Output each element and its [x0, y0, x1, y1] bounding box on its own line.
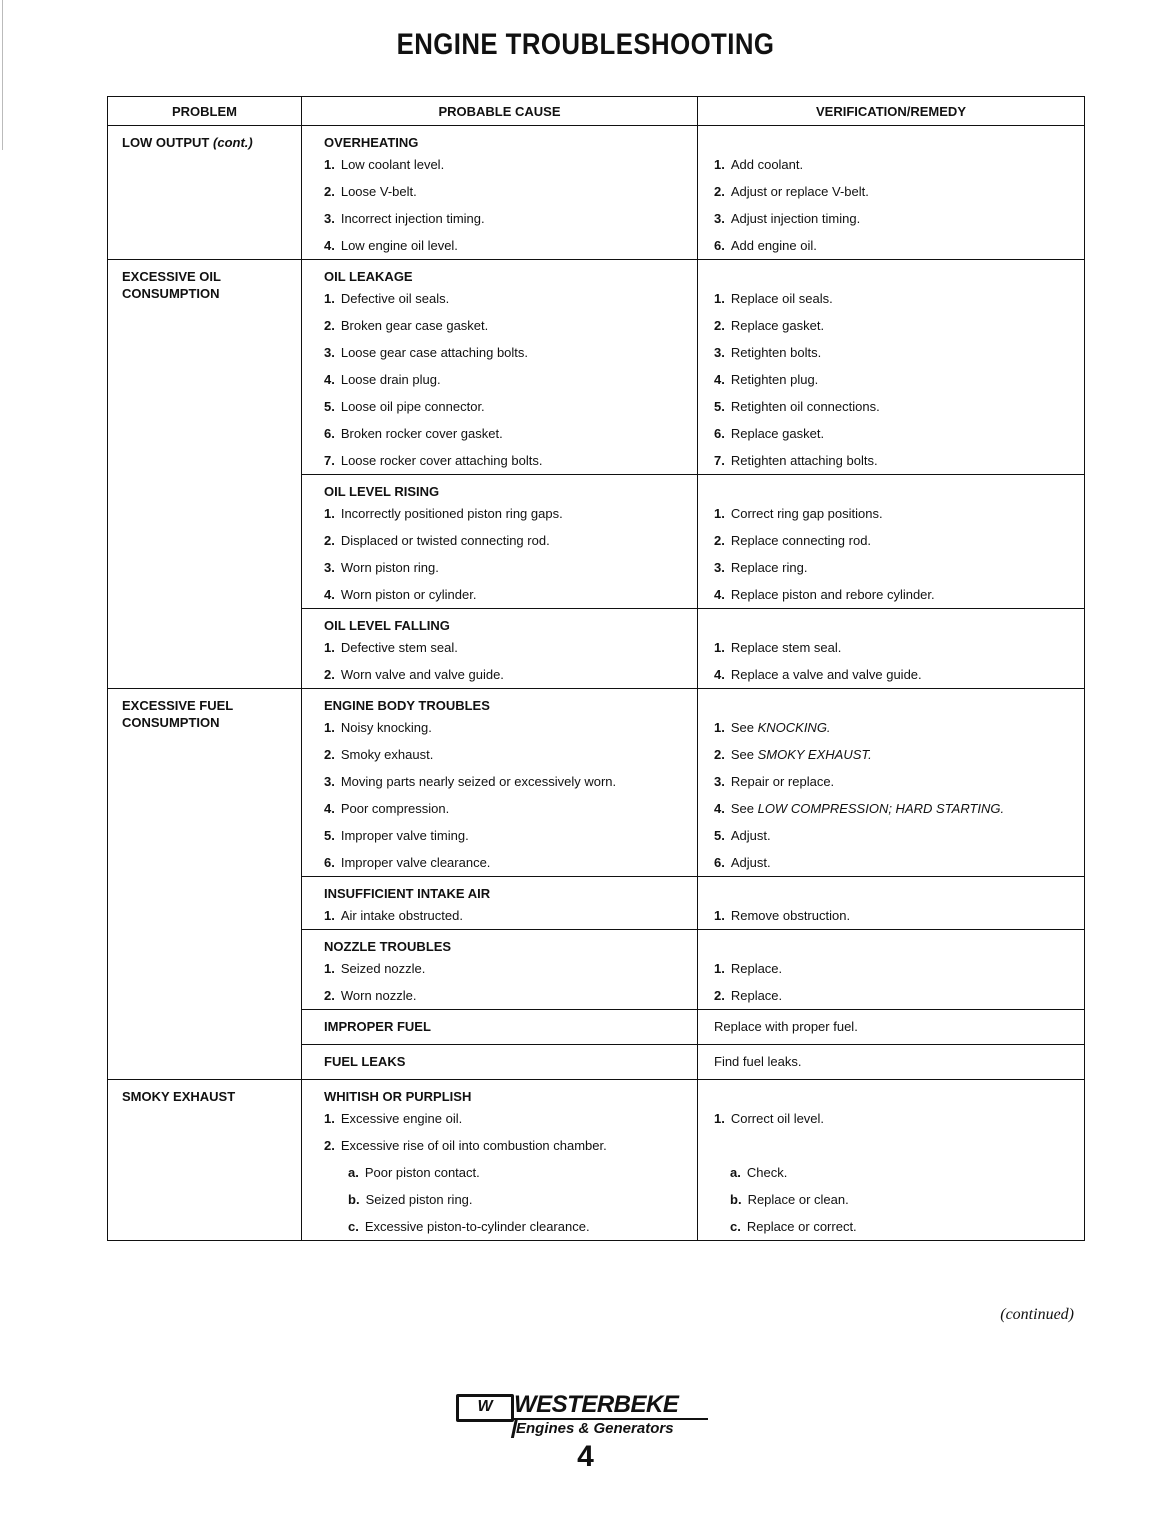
table-row — [108, 1080, 1085, 1241]
remedy-cell — [698, 877, 1085, 930]
cause-item-number: 5. — [324, 828, 335, 843]
cause-item-number: 4. — [324, 372, 335, 387]
problem-text: LOW OUTPUT — [122, 135, 210, 150]
spacer — [698, 483, 1084, 500]
cause-item — [302, 955, 697, 982]
cause-item-number: 2. — [324, 318, 335, 333]
cause-item-number: 6. — [324, 426, 335, 441]
cause-item-number: a. — [348, 1165, 359, 1180]
remedy-item-text: Correct oil level. — [730, 1111, 825, 1126]
cause-item-text: Broken rocker cover gasket. — [340, 426, 503, 441]
cause-item-number: 2. — [324, 988, 335, 1003]
cause-item-text: Loose V-belt. — [340, 184, 417, 199]
remedy-item — [698, 420, 1084, 447]
remedy-item-text: Adjust or replace V-belt. — [730, 184, 869, 199]
cause-item — [302, 1105, 697, 1132]
spacer — [698, 268, 1084, 285]
cause-item — [302, 527, 697, 554]
header-verification-remedy: VERIFICATION/REMEDY — [698, 97, 1085, 126]
spacer — [698, 877, 1084, 885]
remedy-item-text: Retighten oil connections. — [730, 399, 880, 414]
cause-item-text: Low engine oil level. — [340, 238, 458, 253]
cause-item-number: 1. — [324, 961, 335, 976]
remedy-item — [698, 714, 1084, 741]
westerbeke-logo — [456, 1392, 716, 1442]
remedy-item-number: c. — [730, 1219, 741, 1234]
remedy-item — [698, 1213, 1084, 1240]
cause-item — [302, 178, 697, 205]
cause-item-text: Worn nozzle. — [340, 988, 417, 1003]
spacer — [302, 689, 697, 697]
cause-item-number: c. — [348, 1219, 359, 1234]
cause-item — [302, 366, 697, 393]
remedy-item-number: 1. — [714, 157, 725, 172]
page-number: 4 — [577, 1440, 594, 1473]
remedy-item — [698, 661, 1084, 688]
cause-item — [302, 1159, 697, 1186]
remedy-item — [698, 232, 1084, 259]
remedy-item — [698, 1105, 1084, 1132]
table-row — [108, 689, 1085, 877]
remedy-item-number: 2. — [714, 988, 725, 1003]
cause-cell — [302, 877, 698, 930]
remedy-item-number: 6. — [714, 238, 725, 253]
spacer — [698, 1088, 1084, 1105]
remedy-item-text: Adjust injection timing. — [730, 211, 861, 226]
section-title: ENGINE BODY TROUBLES — [324, 698, 490, 713]
cause-item-text: Incorrect injection timing. — [340, 211, 485, 226]
remedy-item-number: 7. — [714, 453, 725, 468]
remedy-item-text: Replace or correct. — [746, 1219, 857, 1234]
remedy-item-number: 6. — [714, 855, 725, 870]
cause-item-text: Seized nozzle. — [340, 961, 426, 976]
cause-cell — [302, 126, 698, 260]
cause-item-number: 2. — [324, 747, 335, 762]
cause-cell — [302, 475, 698, 609]
spacer — [698, 930, 1084, 938]
remedy-item-number: 3. — [714, 560, 725, 575]
remedy-item-number: 5. — [714, 399, 725, 414]
cause-item-text: Moving parts nearly seized or excessively worn. — [340, 774, 617, 789]
remedy-item — [698, 500, 1084, 527]
cause-item-text: Defective stem seal. — [340, 640, 458, 655]
cause-item-text: Low coolant level. — [340, 157, 445, 172]
spacer — [698, 697, 1084, 714]
cause-item-number: 4. — [324, 238, 335, 253]
remedy-item-text: Add coolant. — [730, 157, 804, 172]
remedy-item-text: Add engine oil. — [730, 238, 817, 253]
remedy-item — [698, 393, 1084, 420]
cause-item — [302, 285, 697, 312]
spacer — [302, 475, 697, 483]
remedy-item — [698, 447, 1084, 474]
cause-item-text: Loose oil pipe connector. — [340, 399, 485, 414]
cause-item — [302, 447, 697, 474]
remedy-item-text: Check. — [746, 1165, 788, 1180]
section-title: IMPROPER FUEL — [324, 1019, 431, 1034]
remedy-item-number: 2. — [714, 184, 725, 199]
remedy-item-text: Replace or clean. — [747, 1192, 849, 1207]
problem-label — [108, 260, 301, 302]
remedy-item — [698, 768, 1084, 795]
remedy-item-text: Adjust. — [730, 855, 771, 870]
section-title: INSUFFICIENT INTAKE AIR — [324, 886, 491, 901]
remedy-item — [698, 634, 1084, 661]
spacer — [698, 475, 1084, 483]
spacer — [698, 1080, 1084, 1088]
cause-item-text: Improper valve clearance. — [340, 855, 491, 870]
cause-cell — [302, 930, 698, 1010]
cause-cell — [302, 1045, 698, 1080]
remedy-item-text: Replace ring. — [730, 560, 808, 575]
cause-item-text: Noisy knocking. — [340, 720, 432, 735]
cause-item-text: Displaced or twisted connecting rod. — [340, 533, 550, 548]
remedy-item — [698, 178, 1084, 205]
cause-item — [302, 393, 697, 420]
section-title: OVERHEATING — [324, 135, 419, 150]
remedy-item — [698, 205, 1084, 232]
remedy-item-number: 4. — [714, 667, 725, 682]
logo-tagline: Engines & Generators — [516, 1420, 674, 1437]
remedy-item — [698, 554, 1084, 581]
section-title: WHITISH OR PURPLISH — [324, 1089, 472, 1104]
remedy-item-number: 1. — [714, 506, 725, 521]
spacer — [302, 1080, 697, 1088]
remedy-item — [698, 849, 1084, 876]
header-probable-cause: PROBABLE CAUSE — [302, 97, 698, 126]
spacer — [698, 134, 1084, 151]
logo-mark-icon: W — [456, 1394, 514, 1422]
remedy-item-number: 1. — [714, 908, 725, 923]
cause-item — [302, 420, 697, 447]
logo-name: WESTERBEKE — [514, 1391, 679, 1418]
problem-label — [108, 1080, 301, 1105]
remedy-cell — [698, 930, 1085, 1010]
spacer — [698, 260, 1084, 268]
remedy-item-text: Replace gasket. — [730, 426, 825, 441]
problem-label — [108, 689, 301, 731]
cause-item — [302, 741, 697, 768]
cause-cell — [302, 609, 698, 689]
remedy-item-text: Replace piston and rebore cylinder. — [730, 587, 935, 602]
cause-item — [302, 795, 697, 822]
remedy-item-text: See — [730, 720, 758, 735]
cause-item-number: 2. — [324, 184, 335, 199]
spacer — [698, 609, 1084, 617]
remedy-item-number: 3. — [714, 211, 725, 226]
cause-item-number: 3. — [324, 774, 335, 789]
remedy-item-number: 2. — [714, 747, 725, 762]
cause-item-text: Defective oil seals. — [340, 291, 450, 306]
remedy-item — [698, 1186, 1084, 1213]
continued-note: (continued) — [1000, 1306, 1074, 1323]
cause-item-text: Loose drain plug. — [340, 372, 441, 387]
cause-item — [302, 661, 697, 688]
remedy-item — [698, 795, 1084, 822]
cause-item-number: 2. — [324, 1138, 335, 1153]
cause-item-number: 1. — [324, 157, 335, 172]
cause-item — [302, 205, 697, 232]
cause-item — [302, 902, 697, 929]
remedy-item-number: b. — [730, 1192, 742, 1207]
section-title: NOZZLE TROUBLES — [324, 939, 452, 954]
cause-item — [302, 339, 697, 366]
cause-cell — [302, 1010, 698, 1045]
remedy-item-number: 1. — [714, 640, 725, 655]
remedy-item-number: 3. — [714, 774, 725, 789]
cause-item-number: 1. — [324, 908, 335, 923]
remedy-item-text: Replace a valve and valve guide. — [730, 667, 922, 682]
cause-item — [302, 581, 697, 608]
cause-cell — [302, 1080, 698, 1241]
cause-item-text: Excessive rise of oil into combustion chamber. — [340, 1138, 607, 1153]
remedy-item — [698, 151, 1084, 178]
remedy-item — [698, 902, 1084, 929]
cause-item-text: Broken gear case gasket. — [340, 318, 489, 333]
section-title: OIL LEAKAGE — [324, 269, 413, 284]
cause-item-text: Worn valve and valve guide. — [340, 667, 504, 682]
cause-item — [302, 151, 697, 178]
cause-item — [302, 1213, 697, 1240]
cause-item-number: 3. — [324, 345, 335, 360]
cause-item-number: 2. — [324, 667, 335, 682]
remedy-item-number: 5. — [714, 828, 725, 843]
cause-item — [302, 634, 697, 661]
cause-item — [302, 554, 697, 581]
header-problem: PROBLEM — [108, 97, 302, 126]
remedy-item-text: Retighten attaching bolts. — [730, 453, 878, 468]
spacer — [302, 877, 697, 885]
cause-item-number: 4. — [324, 801, 335, 816]
cause-item-number: 1. — [324, 720, 335, 735]
cause-item — [302, 982, 697, 1009]
remedy-item — [698, 982, 1084, 1009]
remedy-item-text: Replace stem seal. — [730, 640, 842, 655]
remedy-item-number: 4. — [714, 801, 725, 816]
remedy-item-text: Adjust. — [730, 828, 771, 843]
problem-text: SMOKY EXHAUST — [122, 1089, 236, 1104]
remedy-item — [698, 527, 1084, 554]
remedy-item-number: 2. — [714, 533, 725, 548]
cause-item-number: 7. — [324, 453, 335, 468]
remedy-item-text: Replace connecting rod. — [730, 533, 872, 548]
problem-cell — [108, 260, 302, 689]
remedy-item — [698, 285, 1084, 312]
remedy-item-number: a. — [730, 1165, 741, 1180]
remedy-item-text: Correct ring gap positions. — [730, 506, 883, 521]
cause-item-text: Incorrectly positioned piston ring gaps. — [340, 506, 563, 521]
section-title: OIL LEVEL FALLING — [324, 618, 450, 633]
cause-item-number: 6. — [324, 855, 335, 870]
cause-item-text: Improper valve timing. — [340, 828, 469, 843]
spacer — [302, 930, 697, 938]
remedy-cell — [698, 1010, 1085, 1045]
spacer — [302, 260, 697, 268]
remedy-item-number: 4. — [714, 587, 725, 602]
cause-item — [302, 312, 697, 339]
cause-item — [302, 232, 697, 259]
remedy-cell — [698, 609, 1085, 689]
cause-item-text: Worn piston or cylinder. — [340, 587, 477, 602]
cause-item — [302, 822, 697, 849]
remedy-item-text: See — [730, 801, 758, 816]
cause-item-text: Loose gear case attaching bolts. — [340, 345, 529, 360]
remedy-item-number: 1. — [714, 291, 725, 306]
remedy-item-number: 3. — [714, 345, 725, 360]
remedy-item — [698, 741, 1084, 768]
cause-item-number: 1. — [324, 640, 335, 655]
table-row — [108, 260, 1085, 475]
table-header-row — [108, 97, 1085, 126]
cause-item-number: 5. — [324, 399, 335, 414]
troubleshooting-table — [107, 96, 1085, 1241]
spacer — [698, 938, 1084, 955]
cause-item-text: Air intake obstructed. — [340, 908, 463, 923]
problem-text: EXCESSIVE OIL CONSUMPTION — [122, 269, 221, 301]
cause-item-number: 1. — [324, 506, 335, 521]
remedy-item-text: Remove obstruction. — [730, 908, 851, 923]
cause-item-text: Poor piston contact. — [364, 1165, 480, 1180]
remedy-cell — [698, 1080, 1085, 1241]
remedy-item-text: Retighten bolts. — [730, 345, 822, 360]
page-title: ENGINE TROUBLESHOOTING — [396, 28, 775, 61]
remedy-item-reference: SMOKY EXHAUST. — [757, 747, 872, 762]
remedy-item-number: 2. — [714, 318, 725, 333]
remedy-item-number: 1. — [714, 720, 725, 735]
cause-item-text: Excessive piston-to-cylinder clearance. — [364, 1219, 590, 1234]
cause-item-number: 1. — [324, 291, 335, 306]
remedy-item — [698, 1132, 1084, 1159]
cause-item-number: 1. — [324, 1111, 335, 1126]
remedy-item-reference: KNOCKING. — [757, 720, 831, 735]
remedy-cell — [698, 260, 1085, 475]
remedy-item-reference: LOW COMPRESSION; HARD STARTING. — [757, 801, 1005, 816]
remedy-item — [698, 822, 1084, 849]
cause-cell — [302, 689, 698, 877]
remedy-item-number: 6. — [714, 426, 725, 441]
cause-item-number: b. — [348, 1192, 360, 1207]
remedy-cell — [698, 126, 1085, 260]
remedy-text: Find fuel leaks. — [714, 1054, 802, 1069]
section-title: FUEL LEAKS — [324, 1054, 406, 1069]
cause-item — [302, 714, 697, 741]
spacer — [698, 689, 1084, 697]
cause-item-text: Seized piston ring. — [365, 1192, 473, 1207]
cause-item-text: Poor compression. — [340, 801, 450, 816]
table-row — [108, 126, 1085, 260]
remedy-item-text: See — [730, 747, 758, 762]
cause-item-text: Worn piston ring. — [340, 560, 439, 575]
spacer — [698, 126, 1084, 134]
cause-item-text: Excessive engine oil. — [340, 1111, 463, 1126]
remedy-item-text: Replace. — [730, 988, 783, 1003]
problem-text: EXCESSIVE FUEL CONSUMPTION — [122, 698, 234, 730]
remedy-item-text: Replace oil seals. — [730, 291, 833, 306]
remedy-cell — [698, 475, 1085, 609]
cause-item-number: 2. — [324, 533, 335, 548]
spacer — [302, 609, 697, 617]
remedy-item — [698, 339, 1084, 366]
remedy-item-number: 1. — [714, 1111, 725, 1126]
remedy-item — [698, 366, 1084, 393]
problem-label — [108, 126, 301, 151]
cause-item — [302, 849, 697, 876]
problem-cell — [108, 126, 302, 260]
remedy-item — [698, 955, 1084, 982]
remedy-cell — [698, 1045, 1085, 1080]
remedy-item-number: 1. — [714, 961, 725, 976]
remedy-item — [698, 581, 1084, 608]
cause-item — [302, 768, 697, 795]
remedy-item-text: Repair or replace. — [730, 774, 835, 789]
spacer — [698, 617, 1084, 634]
cause-item-text: Smoky exhaust. — [340, 747, 434, 762]
cause-item — [302, 1132, 697, 1159]
spacer — [302, 126, 697, 134]
cause-item-text: Loose rocker cover attaching bolts. — [340, 453, 543, 468]
spacer — [698, 885, 1084, 902]
cause-item-number: 3. — [324, 211, 335, 226]
cause-cell — [302, 260, 698, 475]
remedy-item — [698, 1159, 1084, 1186]
cause-item-number: 3. — [324, 560, 335, 575]
remedy-item-text: Replace gasket. — [730, 318, 825, 333]
remedy-item-number: 4. — [714, 372, 725, 387]
remedy-item-text: Replace. — [730, 961, 783, 976]
problem-cell — [108, 689, 302, 1080]
scan-edge-mark — [2, 0, 3, 150]
problem-cell — [108, 1080, 302, 1241]
remedy-cell — [698, 689, 1085, 877]
remedy-text: Replace with proper fuel. — [714, 1019, 858, 1034]
remedy-item-text: Retighten plug. — [730, 372, 819, 387]
problem-suffix: (cont.) — [213, 135, 253, 150]
cause-item-number: 4. — [324, 587, 335, 602]
cause-item — [302, 1186, 697, 1213]
remedy-item — [698, 312, 1084, 339]
cause-item — [302, 500, 697, 527]
section-title: OIL LEVEL RISING — [324, 484, 440, 499]
